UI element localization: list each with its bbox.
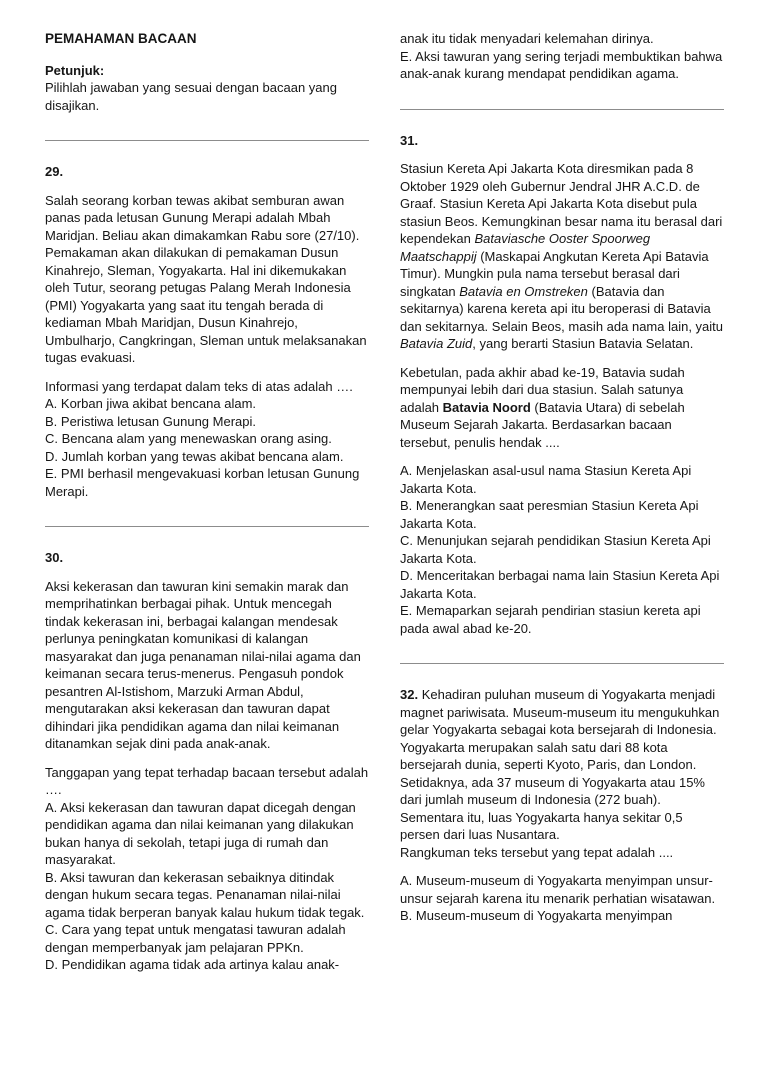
answer-option: E. PMI berhasil mengevakuasi korban letusan Gunung Merapi. — [45, 466, 360, 499]
answer-option: C. Cara yang tepat untuk mengatasi tawuran adalah dengan memperbanyak jam pelajaran PPKn. — [45, 922, 346, 955]
options-list — [400, 872, 724, 925]
question-30-continuation — [400, 30, 724, 83]
question-29 — [45, 163, 369, 500]
question-stem: Informasi yang terdapat dalam teks di atas adalah …. — [45, 378, 353, 394]
question-stem: Tanggapan yang tepat terhadap bacaan tersebut adalah …. — [45, 764, 369, 797]
passage-text: Salah seorang korban tewas akibat semburan awan panas pada letusan Gunung Merapi adalah Mbah Maridjan. Beliau akan dimakamkan Rabu sore (27/10). Pemakaman akan dilakukan di pemakaman Dusun Kinahrejo, Sleman, Yogyakarta. Hal ini dikemukakan oleh Tutur, seorang petugas Palang Merah Indonesia (PMI) Yogyakarta yang saat itu tengah berada di kediaman Mbah Maridjan, Dusun Kinahrejo, Umbulharjo, Cangkringan, Sleman untuk melaksanakan tugas evakuasi. — [45, 192, 367, 365]
question-32 — [400, 686, 724, 925]
question-stem: Rangkuman teks tersebut yang tepat adalah .... — [400, 844, 674, 860]
right-column — [400, 30, 724, 985]
answer-option: B. Aksi tawuran dan kekerasan sebaiknya ditindak dengan hukum secara tegas. Penanaman nilai-nilai agama tidak berperan banyak kalau hukum tidak tegak. — [45, 869, 365, 920]
section-divider — [400, 109, 724, 110]
answer-option-continuation: anak itu tidak menyadari kelemahan dirinya. — [400, 31, 654, 46]
section-divider — [400, 663, 724, 664]
passage-text: Aksi kekerasan dan tawuran kini semakin marak dan memprihatinkan berbagai pihak. Untuk mencegah tindak kekerasan ini, berbagai kalangan mendesak perlunya peningkatan komunikasi di kalangan masyarakat dan juga penanaman nilai-nilai agama dan keimanan secara terus-menerus. Pengasuh pondok pesantren Al-Istishom, Marzuki Arman Abdul, mengutarakan aksi kekerasan dan tawuran dapat dihindari jika pendidikan agama dan nilai keimanan ditanamkan sejak dini pada anak-anak. — [45, 578, 361, 751]
stem-and-options — [45, 764, 369, 974]
answer-option: D. Jumlah korban yang tewas akibat bencana alam. — [45, 448, 344, 464]
instructions-text: Pilihlah jawaban yang sesuai dengan bacaan yang disajikan. — [45, 80, 337, 113]
answer-option: E. Memaparkan sejarah pendirian stasiun kereta api pada awal abad ke-20. — [400, 603, 701, 636]
question-number: 31. — [400, 132, 419, 148]
answer-option: C. Menunjukan sejarah pendidikan Stasiun Kereta Api Jakarta Kota. — [400, 533, 711, 566]
answer-option: A. Korban jiwa akibat bencana alam. — [45, 396, 257, 411]
answer-option: D. Pendidikan agama tidak ada artinya kalau anak- — [45, 957, 340, 972]
passage-text: 32. Kehadiran puluhan museum di Yogyakarta menjadi magnet pariwisata. Museum-museum itu mengukuhkan gelar Yogyakarta sebagai kota bersejarah di Indonesia. Yogyakarta merupakan salah satu dari 88 kota bersejarah dunia, seperti Kyoto, Paris, dan London. Setidaknya, ada 37 museum di Yogyakarta atau 15% dari jumlah museum di Indonesia (272 buah). Sementara itu, luas Yogyakarta hanya sekitar 0,5 persen dari luas Nusantara. — [400, 687, 720, 842]
passage-text: Kebetulan, pada akhir abad ke-19, Batavia sudah mempunyai lebih dari dua stasiun. Salah satunya adalah Batavia Noord (Batavia Utara) di sebelah Museum Sejarah Jakarta. Berdasarkan bacaan tersebut, penulis hendak .... — [400, 364, 685, 450]
answer-option: C. Bencana alam yang menewaskan orang asing. — [45, 431, 332, 446]
left-column — [45, 30, 369, 985]
passage-text: Stasiun Kereta Api Jakarta Kota diresmikan pada 8 Oktober 1929 oleh Gubernur Jendral JHR A.C.D. de Graaf. Stasiun Kereta Api Jakarta Kota disebut pula stasiun Beos. Kemungkinan besar nama itu berasal dari kependekan Bataviasche Ooster Spoorweg Maatschappij (Maskapai Angkutan Kereta Api Batavia Timur). Mungkin pula nama tersebut berasal dari singkatan Batavia en Omstreken (Batavia dan sekitarnya) karena kereta api itu beroperasi di Batavia dan sekitarnya. Selain Beos, masih ada nama lain, yaitu Batavia Zuid, yang berarti Stasiun Batavia Selatan. — [400, 161, 724, 351]
section-divider — [45, 526, 369, 527]
question-number: 29. — [45, 164, 64, 179]
answer-option: E. Aksi tawuran yang sering terjadi membuktikan bahwa anak-anak kurang mendapat pendidikan agama. — [400, 48, 723, 81]
question-30 — [45, 549, 369, 974]
stem-and-options — [45, 378, 369, 501]
question-31 — [400, 132, 724, 638]
section-divider — [45, 140, 369, 141]
answer-option: A. Museum-museum di Yogyakarta menyimpan unsur-unsur sejarah karena itu menarik perhatian wisatawan. — [400, 873, 716, 906]
question-number: 30. — [45, 550, 64, 565]
answer-option: B. Peristiwa letusan Gunung Merapi. — [45, 413, 256, 429]
answer-option: A. Aksi kekerasan dan tawuran dapat dicegah dengan pendidikan agama dan nilai keimanan yang dilakukan bukan hanya di sekolah, tetapi juga di rumah dan masyarakat. — [45, 799, 356, 867]
answer-option: B. Menerangkan saat peresmian Stasiun Kereta Api Jakarta Kota. — [400, 498, 699, 531]
answer-option: B. Museum-museum di Yogyakarta menyimpan — [400, 908, 673, 923]
answer-option: A. Menjelaskan asal-usul nama Stasiun Kereta Api Jakarta Kota. — [400, 463, 692, 496]
answer-option: D. Menceritakan berbagai nama lain Stasiun Kereta Api Jakarta Kota. — [400, 568, 720, 601]
instructions-label: Petunjuk: — [45, 62, 105, 78]
page-title: PEMAHAMAN BACAAN — [45, 31, 197, 46]
options-list — [400, 462, 724, 637]
